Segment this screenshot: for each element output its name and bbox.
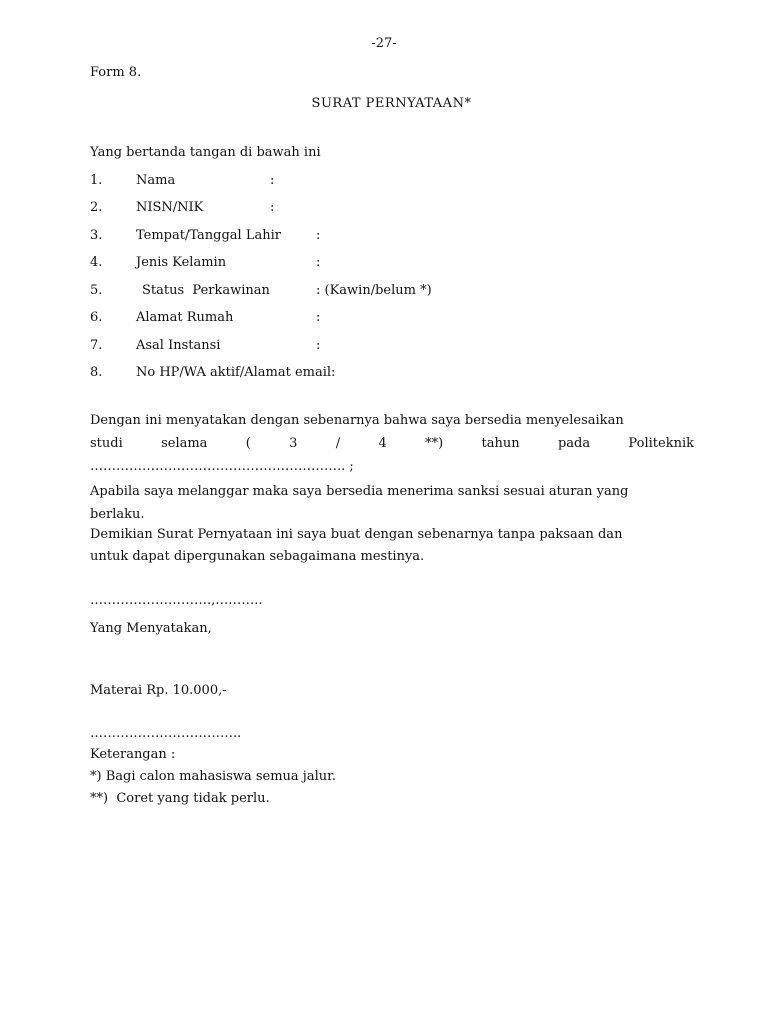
field-colon: :: [316, 228, 321, 243]
field-label: Jenis Kelamin: [136, 255, 227, 270]
statement-line-3: ………………………………………………….. ;: [90, 459, 354, 474]
statement-word: /: [335, 436, 341, 451]
note-item: *) Bagi calon mahasiswa semua jalur.: [90, 769, 337, 784]
field-label: Tempat/Tanggal Lahir: [136, 228, 281, 243]
field-label: Asal Instansi: [136, 338, 221, 353]
statement-word: (: [245, 436, 251, 451]
field-number: 5.: [90, 283, 103, 298]
field-label: Status Perkawinan: [142, 283, 270, 298]
field-colon: :: [316, 310, 321, 325]
statement-word: 4: [378, 436, 387, 451]
field-number: 7.: [90, 338, 103, 353]
field-number: 2.: [90, 200, 103, 215]
field-label: NISN/NIK: [136, 200, 204, 215]
field-number: 4.: [90, 255, 103, 270]
statement-word: tahun: [481, 436, 520, 451]
statement-word: 3: [289, 436, 298, 451]
field-number: 8.: [90, 365, 103, 380]
field-label: Nama: [136, 173, 176, 188]
field-label: No HP/WA aktif/Alamat email:: [136, 365, 336, 380]
field-colon: :: [270, 173, 275, 188]
field-colon: :: [316, 255, 321, 270]
paragraph3-line-1: Demikian Surat Pernyataan ini saya buat dengan sebenarnya tanpa paksaan dan: [90, 527, 623, 542]
document-title: SURAT PERNYATAAN*: [311, 96, 472, 111]
field-label: Alamat Rumah: [136, 310, 234, 325]
page-number: -27-: [371, 36, 397, 51]
statement-word: **): [425, 436, 444, 451]
field-colon: :: [316, 338, 321, 353]
statement-word: studi: [90, 436, 123, 451]
paragraph2-line-1: Apabila saya melanggar maka saya bersedia menerima sanksi sesuai aturan yang: [90, 484, 629, 499]
signature-line: ……………………………..: [90, 726, 242, 741]
field-number: 6.: [90, 310, 103, 325]
statement-word: pada: [557, 436, 591, 451]
paragraph3-line-2: untuk dapat dipergunakan sebagaimana mestinya.: [90, 549, 425, 564]
statement-line-2: [90, 436, 694, 451]
place-date-line: ……………………….,………..: [90, 593, 263, 608]
statement-line-1: Dengan ini menyatakan dengan sebenarnya bahwa saya bersedia menyelesaikan: [90, 413, 624, 428]
field-number: 1.: [90, 173, 103, 188]
statement-word: selama: [161, 436, 208, 451]
signatory-label: Yang Menyatakan,: [90, 621, 212, 636]
materai-label: Materai Rp. 10.000,-: [90, 683, 227, 698]
intro-text: Yang bertanda tangan di bawah ini: [90, 145, 321, 160]
field-colon: : (Kawin/belum *): [316, 283, 432, 298]
note-item: **) Coret yang tidak perlu.: [90, 791, 270, 806]
field-number: 3.: [90, 228, 103, 243]
paragraph2-line-2: berlaku.: [90, 507, 145, 522]
form-label: Form 8.: [90, 65, 142, 80]
statement-word: Politeknik: [628, 436, 694, 451]
field-colon: :: [270, 200, 275, 215]
notes-title: Keterangan :: [90, 747, 176, 762]
